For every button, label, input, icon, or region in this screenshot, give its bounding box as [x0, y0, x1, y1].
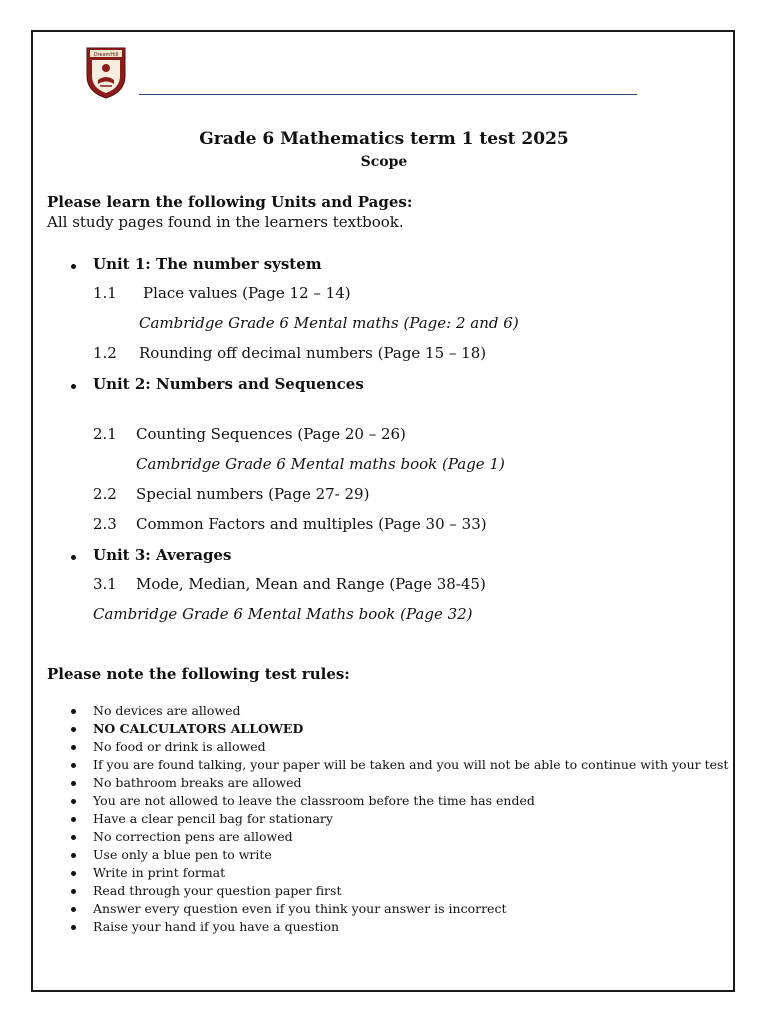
header-rule — [139, 94, 637, 95]
bullet-icon — [71, 871, 76, 876]
item-text: Common Factors and multiples (Page 30 – 33) — [136, 515, 487, 533]
item-note: Cambridge Grade 6 Mental maths (Page: 2 and 6) — [139, 314, 519, 332]
item-note: Cambridge Grade 6 Mental Maths book (Page 32) — [93, 605, 473, 623]
unit-2-title: Unit 2: Numbers and Sequences — [93, 375, 364, 393]
rules-list — [70, 702, 730, 936]
rule-item: Write in print format — [70, 864, 730, 882]
item-text: Rounding off decimal numbers (Page 15 – 18) — [139, 344, 487, 362]
logo-text: DreamHill — [93, 52, 119, 58]
item-number: 1.2 — [93, 344, 117, 362]
bullet-icon — [71, 709, 76, 714]
bullet-icon — [71, 853, 76, 858]
bullet-icon — [71, 384, 76, 389]
bullet-icon — [71, 907, 76, 912]
bullet-icon — [71, 835, 76, 840]
bullet-icon — [71, 555, 76, 560]
rule-item: If you are found talking, your paper will be taken and you will not be able to continue with your test — [70, 756, 730, 774]
item-text: Mode, Median, Mean and Range (Page 38-45) — [136, 575, 486, 593]
bullet-icon — [71, 925, 76, 930]
rule-item: No food or drink is allowed — [70, 738, 730, 756]
bullet-icon — [71, 727, 76, 732]
rule-item: Raise your hand if you have a question — [70, 918, 730, 936]
item-number: 2.2 — [93, 485, 117, 503]
intro-heading: Please learn the following Units and Pages: — [47, 193, 413, 211]
bullet-icon — [71, 745, 76, 750]
intro-body: All study pages found in the learners textbook. — [47, 213, 404, 231]
rule-item: NO CALCULATORS ALLOWED — [70, 720, 730, 738]
rule-item: No correction pens are allowed — [70, 828, 730, 846]
rule-item: No devices are allowed — [70, 702, 730, 720]
rule-item: No bathroom breaks are allowed — [70, 774, 730, 792]
school-crest-logo — [85, 46, 127, 100]
rule-item: Have a clear pencil bag for stationary — [70, 810, 730, 828]
bullet-icon — [71, 763, 76, 768]
item-number: 2.1 — [93, 425, 117, 443]
item-number: 3.1 — [93, 575, 117, 593]
rule-item: You are not allowed to leave the classroom before the time has ended — [70, 792, 730, 810]
bullet-icon — [71, 889, 76, 894]
unit-1-title: Unit 1: The number system — [93, 255, 322, 273]
item-number: 2.3 — [93, 515, 117, 533]
item-text: Place values (Page 12 – 14) — [143, 284, 351, 302]
item-text: Special numbers (Page 27- 29) — [136, 485, 370, 503]
unit-3-title: Unit 3: Averages — [93, 546, 232, 564]
rule-item: Use only a blue pen to write — [70, 846, 730, 864]
bullet-icon — [71, 264, 76, 269]
rule-item: Answer every question even if you think your answer is incorrect — [70, 900, 730, 918]
item-note: Cambridge Grade 6 Mental maths book (Page 1) — [136, 455, 505, 473]
page-subtitle: Scope — [360, 154, 408, 170]
page-title: Grade 6 Mathematics term 1 test 2025 — [199, 129, 569, 149]
rules-heading: Please note the following test rules: — [47, 665, 350, 683]
bullet-icon — [71, 799, 76, 804]
bullet-icon — [71, 781, 76, 786]
item-text: Counting Sequences (Page 20 – 26) — [136, 425, 406, 443]
item-number: 1.1 — [93, 284, 117, 302]
rule-item: Read through your question paper first — [70, 882, 730, 900]
bullet-icon — [71, 817, 76, 822]
